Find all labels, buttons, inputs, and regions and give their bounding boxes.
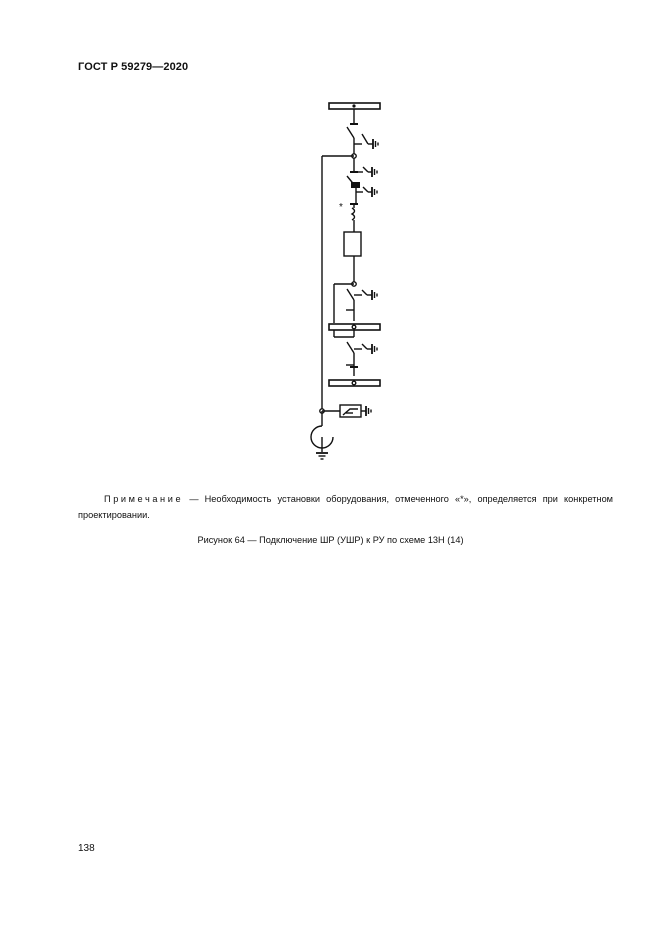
disconnector-1	[347, 127, 378, 155]
figure-caption: Рисунок 64 — Подключение ШР (УШР) к РУ по схеме 13Н (14)	[197, 535, 464, 545]
page-number: 138	[78, 843, 95, 854]
reactor	[344, 232, 361, 256]
note-label: Примечание	[104, 494, 184, 504]
asterisk-mark: *	[339, 202, 343, 213]
note-text: — Необходимость установки оборудования, отмеченного «*», определяется при конкретном проектировании.	[78, 494, 613, 520]
current-transformer	[352, 204, 355, 232]
ground-transformer	[311, 411, 333, 459]
note-paragraph	[78, 491, 613, 523]
document-header: ГОСТ Р 59279—2020	[78, 61, 189, 73]
surge-arrester	[340, 405, 361, 417]
